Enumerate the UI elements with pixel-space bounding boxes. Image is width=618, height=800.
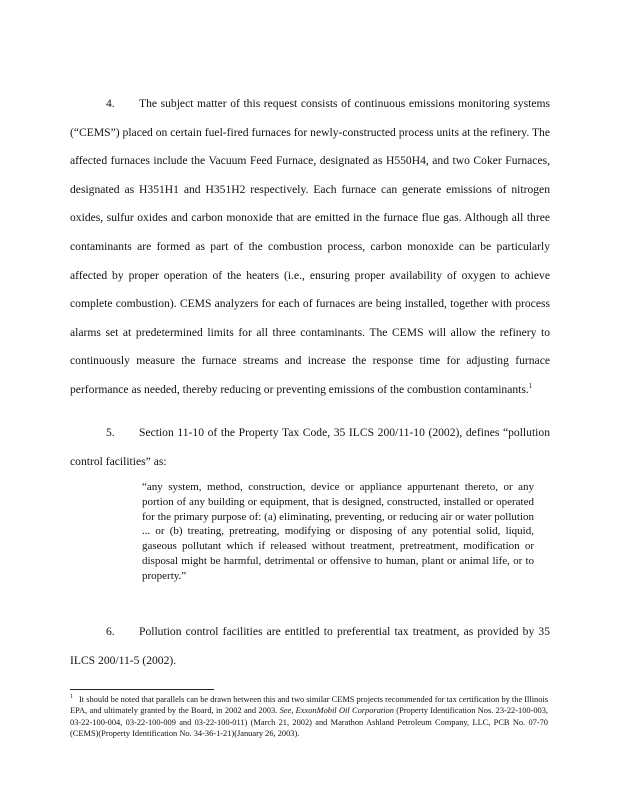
paragraph-number: 4. — [106, 97, 115, 110]
footnote-text: It should be noted that parallels can be drawn between this and two similar CEMS projects recommended for tax certification by the Illinois EPA, and ultimately granted by the Board, in 2002 and 2003. — [70, 695, 548, 716]
footnote-divider — [70, 689, 214, 690]
footnote-reference[interactable]: 1 — [528, 382, 533, 391]
paragraph-number: 5. — [106, 426, 115, 439]
footnote-case-citation: See, ExxonMobil Oil Corporation — [279, 706, 394, 716]
paragraph-text: The subject matter of this request consists of continuous emissions monitoring systems (“CEMS”) placed on certain fuel-fired furnaces for newly-constructed process units at the refinery. The affected furnaces include the Vacuum Feed Furnace, designated as H550H4, and two Coker Furnaces, designated as H351H1 and H351H2 respectively. Each furnace can generate emissions of nitrogen oxides, sulfur oxides and carbon monoxide that are emitted in the furnace flue gas. Although all three contaminants are formed as part of the combustion process, carbon monoxide can be particularly affected by proper operation of the heaters (i.e., ensuring proper availability of oxygen to achieve complete combustion). CEMS analyzers for each of furnaces are being installed, together with process alarms set at predetermined limits for all three contaminants. The CEMS will allow the refinery to continuously measure the furnace streams and increase the response time for adjusting furnace performance as needed, thereby reducing or preventing emissions of the combustion contaminants. — [70, 97, 550, 396]
footnote-marker: 1 — [70, 694, 73, 701]
paragraph-5 — [70, 419, 550, 476]
paragraph-text: Pollution control facilities are entitled to preferential tax treatment, as provided by 35 ILCS 200/11-5 (2002). — [70, 625, 550, 667]
footnote-text-continued: (Property Identification Nos. 23-22-100-003, 03-22-100-004, 03-22-100-009 and 03-22-100-011) (March 21, 2002) and Marathon Ashland Petroleum Company, LLC, PCB No. 07-70 (CEMS)(Property Identification No. 34-36-1-21)(January 26, 2003). — [70, 706, 549, 738]
paragraph-text: Section 11-10 of the Property Tax Code, 35 ILCS 200/11-10 (2002), defines “pollution control facilities” as: — [70, 426, 550, 468]
paragraph-number: 6. — [106, 625, 115, 638]
block-quote: “any system, method, construction, device or appliance appurtenant thereto, or any portion of any building or equipment, that is designed, constructed, installed or operated for the primary purpose of: (a) eliminating, preventing, or reducing air or water pollution ... or (b) treating, pretreating, modifying or disposing of any potential solid, liquid, gaseous pollutant which if released without treatment, pretreatment, modification or disposal might be harmful, detrimental or offensive to human, plant or animal life, or to property.” — [142, 481, 534, 582]
footnote — [70, 694, 548, 739]
paragraph-6 — [70, 618, 550, 675]
paragraph-4 — [70, 90, 550, 405]
